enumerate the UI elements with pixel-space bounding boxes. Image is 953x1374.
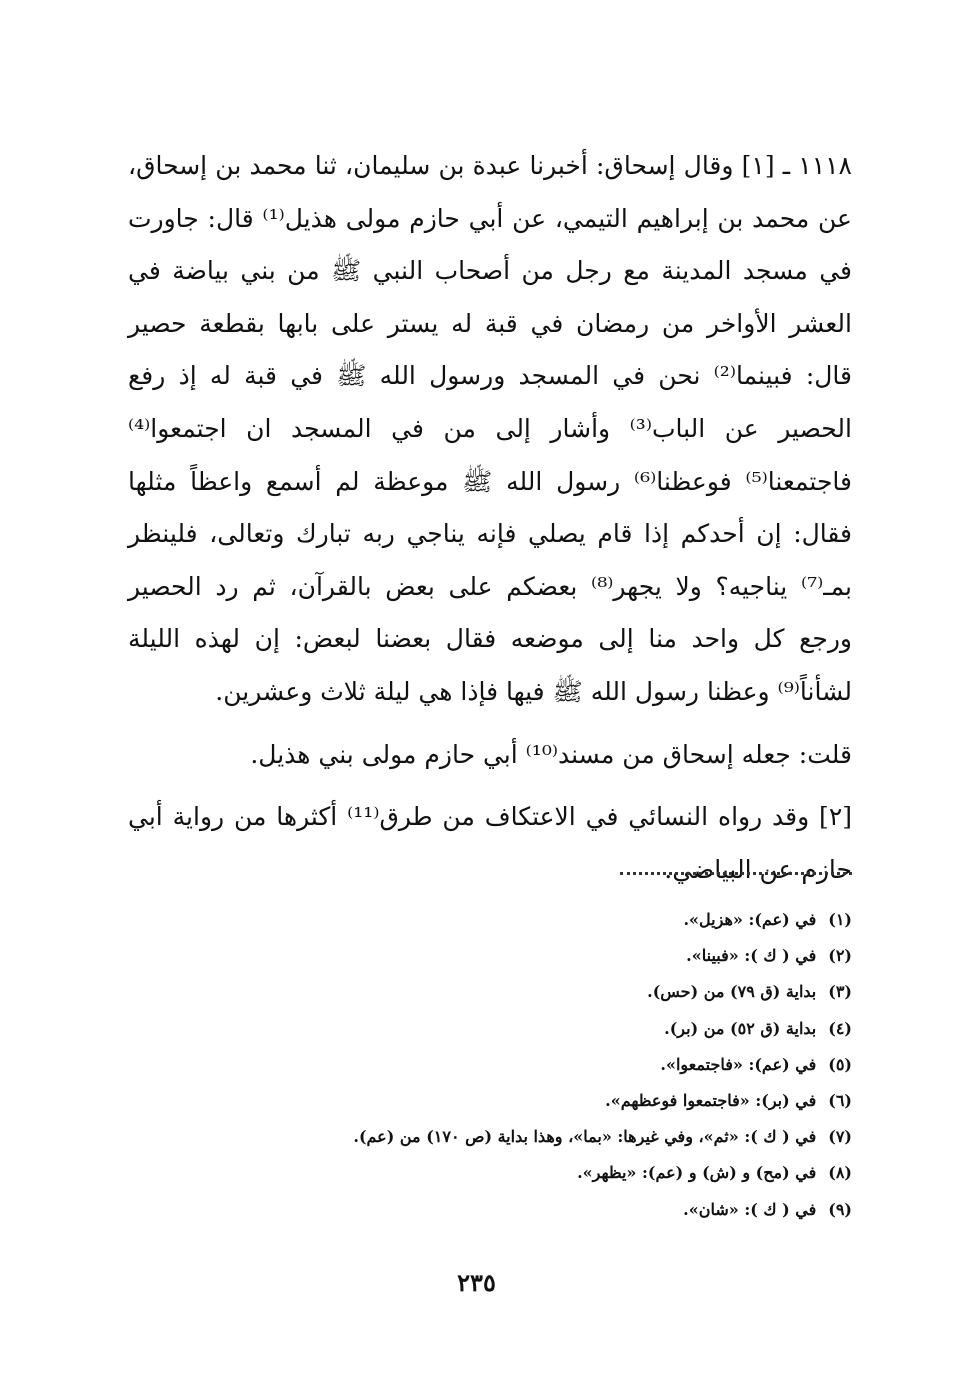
text-line: فاجتمعنا⁽⁵⁾ فوعظنا⁽⁶⁾ رسول الله ﷺ موعظة لم أسمع واعظاً مثلها فقال: xyxy=(128,466,853,549)
footnote xyxy=(300,974,852,1010)
text-line: رسول الله ﷺ فيها فإذا هي ليلة ثلاث وعشرين. xyxy=(215,676,699,706)
footnote-text: في (مح) و (ش) و (عم): «يظهر». xyxy=(577,1163,817,1183)
footnote-number: (٦) xyxy=(828,1091,852,1111)
text-line: بقطعة حصير قال: فبينما⁽²⁾ نحن في المسجد ورسول الله ﷺ في قبة له إذ xyxy=(128,308,852,391)
footnote-number: (١) xyxy=(828,910,852,929)
text-line: محمد بن إسحاق، عن محمد بن إبراهيم التيمي، عن أبي حازم مولى xyxy=(128,151,852,233)
second-paragraph xyxy=(128,791,852,896)
text-line: أبي حازم عن البياضي. xyxy=(128,802,852,884)
text-line: إن أحدكم إذا قام يصلي فإنه يناجي ربه تبارك وتعالى، فلينظر بمـ⁽⁷⁾ xyxy=(128,519,852,601)
footnote xyxy=(300,1047,852,1083)
text-line: قلت: جعله إسحاق من مسند⁽¹⁰⁾ أبي حازم مولى بني هذيل. xyxy=(250,739,852,769)
footnote xyxy=(300,938,852,974)
footnote-number: (٤) xyxy=(828,1018,852,1038)
text-line: يناجيه؟ ولا يجهر⁽⁸⁾ بعضكم على بعض بالقرآن، ثم رد الحصير ورجع كل xyxy=(128,571,852,654)
footnote-text: في ( ك ): «شان». xyxy=(683,1199,817,1219)
footnote-text: في (بر): «فاجتمعوا فوعظهم». xyxy=(605,1091,817,1111)
footnote xyxy=(300,1083,852,1119)
text-line: واحد منا إلى موضعه فقال بعضنا لبعض: إن لهذه الليلة لشأناً⁽⁹⁾ وعظنا xyxy=(128,624,852,706)
footnote-text: في ( ك ): «ثم»، وفي غيرها: «بما»، وهذا بداية (ص ١٧٠) من (عم). xyxy=(353,1127,817,1147)
footnote xyxy=(300,1119,852,1155)
footnote-text: في (عم): «هزيل». xyxy=(683,910,817,929)
footnote-text: بداية (ق ٧٩) من (حس). xyxy=(647,982,817,1002)
footnote-number: (٩) xyxy=(828,1199,852,1219)
footnote-separator xyxy=(620,872,852,875)
footnote xyxy=(300,902,852,938)
commentary-paragraph xyxy=(128,729,852,782)
footnote xyxy=(300,1011,852,1047)
footnote xyxy=(300,1155,852,1191)
text-line: [٢] وقد رواه النسائي في الاعتكاف من طرق⁽¹¹⁾ أكثرها من رواية xyxy=(172,802,853,832)
footnotes xyxy=(300,902,852,1228)
footnote xyxy=(300,1192,852,1228)
footnote-text: بداية (ق ٥٢) من (بر). xyxy=(664,1018,817,1038)
text-line: من بني بياضة في العشر الأواخر من رمضان في قبة له يستر على بابها xyxy=(128,256,852,338)
footnote-number: (٢) xyxy=(828,946,852,966)
footnote-text: في ( ك ): «فبينا». xyxy=(686,946,817,966)
text-line: هذيل⁽¹⁾ قال: جاورت في مسجد المدينة مع رجل من أصحاب النبي ﷺ xyxy=(128,203,852,286)
page-number: ٢٣٥ xyxy=(457,1268,496,1297)
footnote-number: (٧) xyxy=(828,1127,852,1147)
hadith-paragraph xyxy=(128,140,852,719)
footnote-number: (٣) xyxy=(828,982,852,1002)
main-text xyxy=(128,140,852,896)
footnote-number: (٨) xyxy=(828,1163,852,1183)
footnote-text: في (عم): «فاجتمعوا». xyxy=(660,1054,817,1074)
text-line: رفع الحصير عن الباب⁽³⁾ وأشار إلى من في المسجد ان اجتمعوا⁽⁴⁾ xyxy=(128,361,852,443)
footnote-number: (٥) xyxy=(828,1054,852,1074)
text-line: ١١١٨ ـ [١] وقال إسحاق: أخبرنا عبدة بن سليمان، ثنا xyxy=(314,151,852,180)
